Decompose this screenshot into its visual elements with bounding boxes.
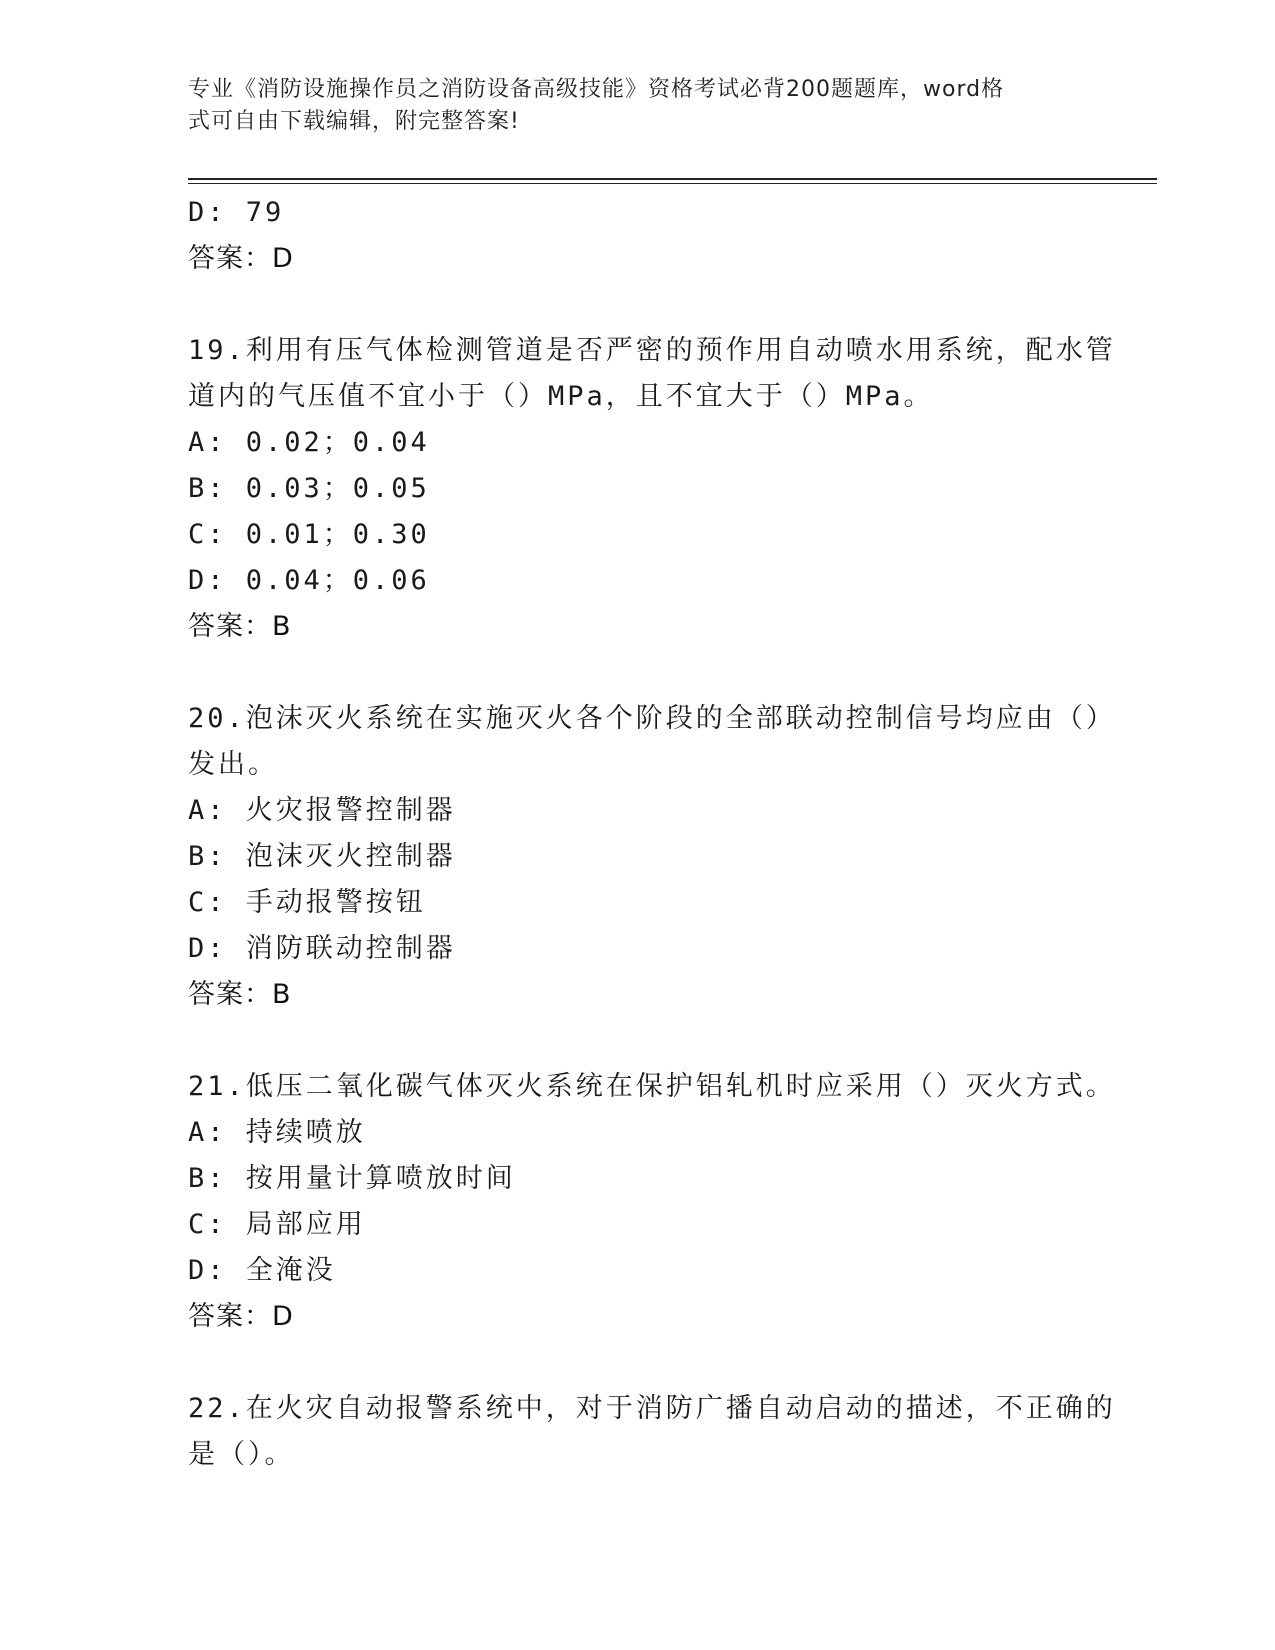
option-c: C: 局部应用: [188, 1209, 366, 1240]
option-c: C: 0.01；0.30: [188, 519, 430, 550]
question-22: [188, 1386, 1116, 1478]
option-a: A: 持续喷放: [188, 1117, 366, 1148]
answer-label: 答案：B: [188, 979, 292, 1010]
answer-label: 答案：B: [188, 611, 292, 642]
question-stem: 发出。: [188, 749, 278, 780]
question-21: [188, 1064, 1116, 1340]
spacer: [188, 282, 1088, 328]
question-stem: 20.泡沫灭火系统在实施灭火各个阶段的全部联动控制信号均应由（）: [188, 703, 1116, 734]
question-stem: 22.在火灾自动报警系统中，对于消防广播自动启动的描述，不正确的: [188, 1393, 1116, 1424]
spacer: [188, 1018, 1088, 1064]
spacer: [188, 650, 1088, 696]
question-list: [188, 190, 1116, 1478]
option-b: B: 泡沫灭火控制器: [188, 841, 456, 872]
option-c: C: 手动报警按钮: [188, 887, 426, 918]
question-18-tail: [188, 190, 1088, 282]
header-line-2: 式可自由下载编辑，附完整答案!: [188, 109, 520, 134]
header-divider-thick: [188, 178, 1157, 180]
document-header: [188, 74, 1068, 138]
header-divider-thin: [188, 183, 1157, 184]
option-d: D: 0.04；0.06: [188, 565, 430, 596]
question-20: [188, 696, 1116, 1018]
question-19: [188, 328, 1116, 650]
option-b: B: 按用量计算喷放时间: [188, 1163, 516, 1194]
option-d: D: 消防联动控制器: [188, 933, 456, 964]
question-stem: 道内的气压值不宜小于（）MPa，且不宜大于（）MPa。: [188, 381, 934, 412]
answer-label: 答案：D: [188, 243, 294, 274]
answer-label: 答案：D: [188, 1301, 294, 1332]
option-a: A: 火灾报警控制器: [188, 795, 456, 826]
question-stem: 是（）。: [188, 1439, 295, 1470]
option-d: D: 全淹没: [188, 1255, 336, 1286]
option-d: D: 79: [188, 197, 285, 228]
question-stem: 21.低压二氧化碳气体灭火系统在保护铝轧机时应采用（）灭火方式。: [188, 1071, 1116, 1102]
option-b: B: 0.03；0.05: [188, 473, 430, 504]
option-a: A: 0.02；0.04: [188, 427, 430, 458]
question-stem: 19.利用有压气体检测管道是否严密的预作用自动喷水用系统，配水管: [188, 335, 1116, 366]
header-line-1: 专业《消防设施操作员之消防设备高级技能》资格考试必背200题题库，word格: [188, 77, 1005, 102]
spacer: [188, 1340, 1088, 1386]
